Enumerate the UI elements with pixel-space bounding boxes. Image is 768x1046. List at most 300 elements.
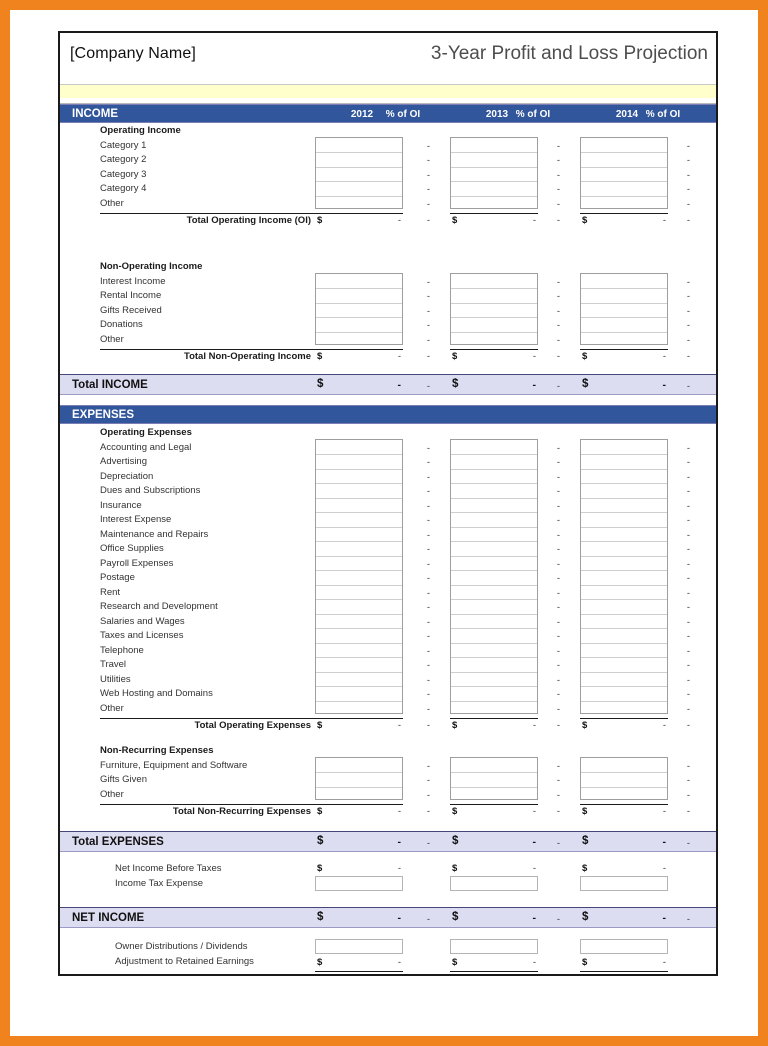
pct-dash: -	[686, 457, 690, 468]
pct-dash: -	[686, 602, 690, 613]
retained-earnings-rule	[450, 971, 538, 972]
input-row-divider	[581, 628, 667, 629]
total-row-rule	[580, 213, 668, 214]
retained-earnings-dollar: $	[582, 957, 588, 968]
total-row-value: -	[662, 351, 666, 362]
input-row-divider	[451, 152, 537, 153]
total-row-value: -	[532, 351, 536, 362]
group-heading: Non-Operating Income	[100, 261, 203, 272]
total-pct-value: -	[686, 381, 690, 392]
pct-dash: -	[426, 305, 430, 317]
pct-dash: -	[686, 515, 690, 526]
input-row-divider	[316, 152, 402, 153]
pct-dash: -	[426, 602, 430, 613]
pct-dash: -	[556, 529, 560, 541]
pct-dash: -	[686, 155, 690, 166]
total-value: -	[532, 379, 536, 391]
row-label: Salaries and Wages	[100, 615, 185, 627]
pct-dash: -	[686, 616, 690, 628]
retained-earnings-value: -	[397, 957, 401, 968]
pct-dash: -	[426, 334, 430, 346]
pct-dash: -	[426, 169, 430, 181]
total-row-dollar: $	[317, 806, 323, 817]
input-row-divider	[316, 181, 402, 182]
total-row-rule	[100, 213, 403, 214]
total-row-value: -	[397, 351, 401, 362]
row-label: Depreciation	[100, 470, 154, 482]
input-row-divider	[581, 332, 667, 333]
net-before-taxes-value: -	[532, 863, 536, 874]
row-label: Taxes and Licenses	[100, 630, 184, 641]
pct-dash: -	[426, 515, 430, 526]
row-label: Dues and Subscriptions	[100, 485, 201, 496]
retained-earnings-dollar: $	[317, 957, 323, 968]
net-before-taxes-value: -	[397, 863, 401, 874]
total-dollar-sign: $	[582, 835, 589, 847]
section-band	[60, 405, 716, 424]
column-header-pct: % of OI	[645, 109, 681, 120]
input-row-divider	[316, 787, 402, 788]
input-row-divider	[451, 288, 537, 289]
total-pct-value: -	[556, 838, 560, 849]
pct-dash: -	[556, 789, 560, 801]
section-band-label: INCOME	[72, 108, 118, 120]
pct-dash: -	[686, 169, 690, 181]
pct-dash: -	[686, 789, 690, 801]
group-heading: Operating Income	[100, 125, 181, 136]
pct-dash: -	[426, 645, 430, 657]
input-row-divider	[451, 512, 537, 513]
pct-dash: -	[686, 320, 690, 331]
total-row-rule	[580, 804, 668, 805]
title-row	[60, 33, 716, 85]
owner-distributions-label: Owner Distributions / Dividends	[115, 941, 248, 952]
pct-dash: -	[556, 334, 560, 346]
input-row-divider	[316, 483, 402, 484]
row-label: Web Hosting and Domains	[100, 688, 213, 699]
pct-dash: -	[426, 276, 430, 288]
input-row-divider	[316, 570, 402, 571]
group-heading: Non-Recurring Expenses	[100, 745, 214, 756]
pct-dash: -	[686, 305, 690, 317]
pct-dash: -	[556, 500, 560, 512]
total-row-value: -	[397, 720, 401, 731]
pct-dash: -	[556, 457, 560, 468]
pct-dash: -	[556, 291, 560, 302]
pct-dash: -	[426, 291, 430, 302]
total-row-rule	[450, 718, 538, 719]
total-band-label: Total EXPENSES	[72, 836, 164, 848]
pct-dash: -	[556, 775, 560, 786]
total-value: -	[397, 379, 401, 391]
row-label: Travel	[100, 659, 127, 670]
total-row-rule	[100, 804, 403, 805]
pct-dash: -	[426, 529, 430, 541]
pct-dash: -	[686, 140, 690, 152]
pct-dash: -	[426, 775, 430, 786]
input-row-divider	[581, 772, 667, 773]
total-value: -	[662, 836, 666, 848]
input-row-divider	[581, 570, 667, 571]
pct-dash: -	[426, 320, 430, 331]
input-row-divider	[581, 614, 667, 615]
total-row-value: -	[532, 720, 536, 731]
total-band-label: NET INCOME	[72, 912, 145, 924]
pct-dash: -	[426, 674, 430, 686]
total-row-pct: -	[686, 720, 690, 731]
pct-dash: -	[556, 674, 560, 686]
total-row-dollar: $	[582, 351, 588, 362]
pct-dash: -	[426, 789, 430, 801]
total-pct-value: -	[426, 914, 430, 925]
net-before-taxes-dollar: $	[582, 863, 588, 874]
pct-dash: -	[556, 631, 560, 642]
input-row-divider	[316, 469, 402, 470]
total-row-pct: -	[686, 351, 690, 362]
row-label: Interest Expense	[100, 514, 172, 525]
total-band-label: Total INCOME	[72, 379, 148, 391]
total-band	[60, 831, 716, 852]
pct-dash: -	[556, 442, 560, 454]
total-row-rule	[100, 349, 403, 350]
total-row-pct: -	[556, 215, 560, 226]
total-row-pct: -	[426, 806, 430, 817]
pct-dash: -	[686, 544, 690, 555]
pct-dash: -	[686, 500, 690, 512]
owner-distributions-input[interactable]	[450, 939, 538, 954]
input-row-divider	[451, 701, 537, 702]
input-row-divider	[316, 599, 402, 600]
pct-dash: -	[686, 184, 690, 195]
row-label: Other	[100, 197, 124, 209]
input-row-divider	[451, 483, 537, 484]
pct-dash: -	[556, 276, 560, 288]
input-row-divider	[581, 657, 667, 658]
total-row-rule	[100, 718, 403, 719]
row-label: Furniture, Equipment and Software	[100, 759, 248, 771]
input-row-divider	[581, 196, 667, 197]
row-label: Category 3	[100, 168, 147, 180]
pct-dash: -	[686, 660, 690, 671]
total-row-pct: -	[556, 720, 560, 731]
input-row-divider	[316, 541, 402, 542]
input-row-divider	[451, 556, 537, 557]
total-row-label: Total Non-Recurring Expenses	[172, 806, 311, 817]
pct-dash: -	[686, 573, 690, 584]
pct-dash: -	[556, 660, 560, 671]
income-tax-input[interactable]	[580, 876, 668, 891]
input-row-divider	[451, 469, 537, 470]
pct-dash: -	[426, 544, 430, 555]
total-pct-value: -	[686, 838, 690, 849]
total-row-value: -	[397, 806, 401, 817]
pct-dash: -	[556, 184, 560, 195]
retained-earnings-value: -	[532, 957, 536, 968]
input-row-divider	[451, 686, 537, 687]
input-row-divider	[316, 585, 402, 586]
row-label: Research and Development	[100, 601, 218, 612]
pct-dash: -	[556, 155, 560, 166]
input-row-divider	[451, 167, 537, 168]
input-row-divider	[451, 527, 537, 528]
row-label: Interest Income	[100, 275, 166, 287]
input-row-divider	[581, 672, 667, 673]
input-row-divider	[316, 614, 402, 615]
total-row-rule	[580, 718, 668, 719]
input-row-divider	[581, 483, 667, 484]
total-row-dollar: $	[317, 720, 323, 731]
pct-dash: -	[556, 602, 560, 613]
row-label: Rental Income	[100, 290, 162, 301]
input-row-divider	[581, 469, 667, 470]
title-highlight-strip	[60, 85, 716, 98]
pct-dash: -	[556, 320, 560, 331]
total-row-dollar: $	[582, 720, 588, 731]
total-band	[60, 374, 716, 395]
input-row-divider	[581, 498, 667, 499]
column-header-pct: % of OI	[385, 109, 421, 120]
pct-dash: -	[686, 198, 690, 210]
total-row-dollar: $	[452, 720, 458, 731]
row-label: Category 2	[100, 154, 147, 165]
total-dollar-sign: $	[582, 378, 589, 390]
input-row-divider	[451, 787, 537, 788]
total-dollar-sign: $	[582, 911, 589, 923]
input-row-divider	[581, 599, 667, 600]
total-row-label: Total Operating Expenses	[194, 720, 311, 731]
total-row-dollar: $	[317, 215, 323, 226]
group-heading: Operating Expenses	[100, 427, 192, 438]
pct-dash: -	[426, 140, 430, 152]
pct-dash: -	[556, 616, 560, 628]
row-label: Rent	[100, 586, 121, 598]
pct-dash: -	[426, 689, 430, 700]
pct-dash: -	[686, 442, 690, 454]
total-pct-value: -	[556, 381, 560, 392]
input-row-divider	[451, 628, 537, 629]
pct-dash: -	[556, 515, 560, 526]
input-row-divider	[581, 181, 667, 182]
pct-dash: -	[686, 471, 690, 483]
net-before-taxes-value: -	[662, 863, 666, 874]
total-pct-value: -	[426, 838, 430, 849]
pct-dash: -	[686, 529, 690, 541]
input-row-divider	[451, 196, 537, 197]
pct-dash: -	[426, 457, 430, 468]
total-row-pct: -	[556, 351, 560, 362]
pct-dash: -	[556, 471, 560, 483]
total-dollar-sign: $	[317, 835, 324, 847]
row-label: Other	[100, 333, 124, 345]
row-label: Other	[100, 788, 124, 800]
input-row-divider	[451, 599, 537, 600]
pct-dash: -	[556, 198, 560, 210]
row-label: Other	[100, 702, 124, 714]
pct-dash: -	[556, 703, 560, 715]
column-header-year: 2012	[350, 109, 374, 120]
input-row-divider	[316, 772, 402, 773]
pct-dash: -	[556, 140, 560, 152]
total-value: -	[397, 912, 401, 924]
total-row-pct: -	[686, 806, 690, 817]
income-tax-input[interactable]	[450, 876, 538, 891]
pct-dash: -	[426, 442, 430, 454]
input-row-divider	[581, 556, 667, 557]
pct-dash: -	[686, 775, 690, 786]
input-row-divider	[451, 317, 537, 318]
input-row-divider	[316, 196, 402, 197]
pct-dash: -	[686, 631, 690, 642]
input-row-divider	[451, 570, 537, 571]
pct-dash: -	[426, 486, 430, 497]
column-header-year: 2013	[485, 109, 509, 120]
row-label: Insurance	[100, 499, 142, 511]
total-pct-value: -	[556, 914, 560, 925]
total-row-value: -	[532, 806, 536, 817]
column-header-year: 2014	[615, 109, 639, 120]
pct-dash: -	[556, 169, 560, 181]
row-label: Category 1	[100, 139, 147, 151]
input-row-divider	[316, 657, 402, 658]
total-row-pct: -	[686, 215, 690, 226]
input-row-divider	[316, 288, 402, 289]
input-row-divider	[451, 672, 537, 673]
input-row-divider	[316, 317, 402, 318]
total-row-pct: -	[426, 215, 430, 226]
retained-earnings-rule	[580, 971, 668, 972]
input-row-divider	[316, 332, 402, 333]
pct-dash: -	[556, 573, 560, 584]
input-row-divider	[316, 701, 402, 702]
pct-dash: -	[686, 645, 690, 657]
total-row-dollar: $	[317, 351, 323, 362]
pct-dash: -	[686, 486, 690, 497]
pct-dash: -	[556, 305, 560, 317]
input-row-divider	[581, 167, 667, 168]
input-row-divider	[451, 643, 537, 644]
total-value: -	[532, 836, 536, 848]
input-row-divider	[581, 541, 667, 542]
pct-dash: -	[426, 500, 430, 512]
total-row-pct: -	[426, 720, 430, 731]
pct-dash: -	[426, 198, 430, 210]
input-row-divider	[451, 541, 537, 542]
pct-dash: -	[556, 760, 560, 772]
row-label: Gifts Received	[100, 304, 162, 316]
income-tax-input[interactable]	[315, 876, 403, 891]
input-row-divider	[581, 701, 667, 702]
total-row-value: -	[397, 215, 401, 226]
input-row-divider	[316, 556, 402, 557]
total-dollar-sign: $	[452, 378, 459, 390]
pct-dash: -	[426, 587, 430, 599]
input-row-divider	[451, 303, 537, 304]
pct-dash: -	[426, 471, 430, 483]
section-band-label: EXPENSES	[72, 409, 134, 421]
total-row-rule	[450, 349, 538, 350]
pct-dash: -	[556, 645, 560, 657]
total-value: -	[662, 912, 666, 924]
input-row-divider	[581, 787, 667, 788]
total-row-value: -	[662, 720, 666, 731]
total-row-dollar: $	[452, 215, 458, 226]
owner-distributions-input[interactable]	[580, 939, 668, 954]
row-label: Advertising	[100, 456, 147, 467]
total-row-value: -	[662, 215, 666, 226]
pct-dash: -	[556, 486, 560, 497]
pct-dash: -	[426, 660, 430, 671]
total-row-rule	[450, 213, 538, 214]
pct-dash: -	[556, 689, 560, 700]
input-row-divider	[316, 686, 402, 687]
total-row-dollar: $	[582, 215, 588, 226]
pct-dash: -	[426, 184, 430, 195]
total-row-dollar: $	[582, 806, 588, 817]
total-row-rule	[580, 349, 668, 350]
input-row-divider	[581, 317, 667, 318]
input-row-divider	[581, 643, 667, 644]
row-label: Telephone	[100, 644, 144, 656]
input-row-divider	[581, 288, 667, 289]
row-label: Postage	[100, 572, 135, 583]
total-row-pct: -	[426, 351, 430, 362]
row-label: Donations	[100, 319, 143, 330]
input-row-divider	[316, 643, 402, 644]
total-row-rule	[450, 804, 538, 805]
retained-earnings-value: -	[662, 957, 666, 968]
total-dollar-sign: $	[317, 911, 324, 923]
row-label: Gifts Given	[100, 774, 147, 785]
net-before-taxes-label: Net Income Before Taxes	[115, 863, 222, 874]
pct-dash: -	[426, 155, 430, 166]
page-title: 3-Year Profit and Loss Projection	[430, 43, 708, 64]
input-row-divider	[316, 303, 402, 304]
input-row-divider	[581, 512, 667, 513]
row-label: Office Supplies	[100, 543, 164, 554]
pct-dash: -	[686, 334, 690, 346]
row-label: Utilities	[100, 673, 131, 685]
input-row-divider	[581, 686, 667, 687]
income-tax-label: Income Tax Expense	[115, 878, 204, 889]
input-row-divider	[581, 454, 667, 455]
pct-dash: -	[426, 703, 430, 715]
input-row-divider	[316, 498, 402, 499]
total-dollar-sign: $	[452, 835, 459, 847]
total-row-label: Total Non-Operating Income	[183, 351, 311, 362]
total-pct-value: -	[686, 914, 690, 925]
input-row-divider	[316, 512, 402, 513]
company-name-field[interactable]: [Company Name]	[70, 45, 196, 62]
input-row-divider	[451, 772, 537, 773]
input-row-divider	[581, 527, 667, 528]
pct-dash: -	[426, 616, 430, 628]
input-row-divider	[451, 585, 537, 586]
total-dollar-sign: $	[317, 378, 324, 390]
input-row-divider	[451, 332, 537, 333]
input-row-divider	[316, 672, 402, 673]
pct-dash: -	[426, 573, 430, 584]
total-value: -	[397, 836, 401, 848]
net-before-taxes-dollar: $	[452, 863, 458, 874]
row-label: Accounting and Legal	[100, 441, 192, 453]
total-band	[60, 907, 716, 928]
owner-distributions-input[interactable]	[315, 939, 403, 954]
pct-dash: -	[686, 760, 690, 772]
total-pct-value: -	[426, 381, 430, 392]
total-value: -	[662, 379, 666, 391]
pct-dash: -	[556, 587, 560, 599]
pct-dash: -	[686, 674, 690, 686]
